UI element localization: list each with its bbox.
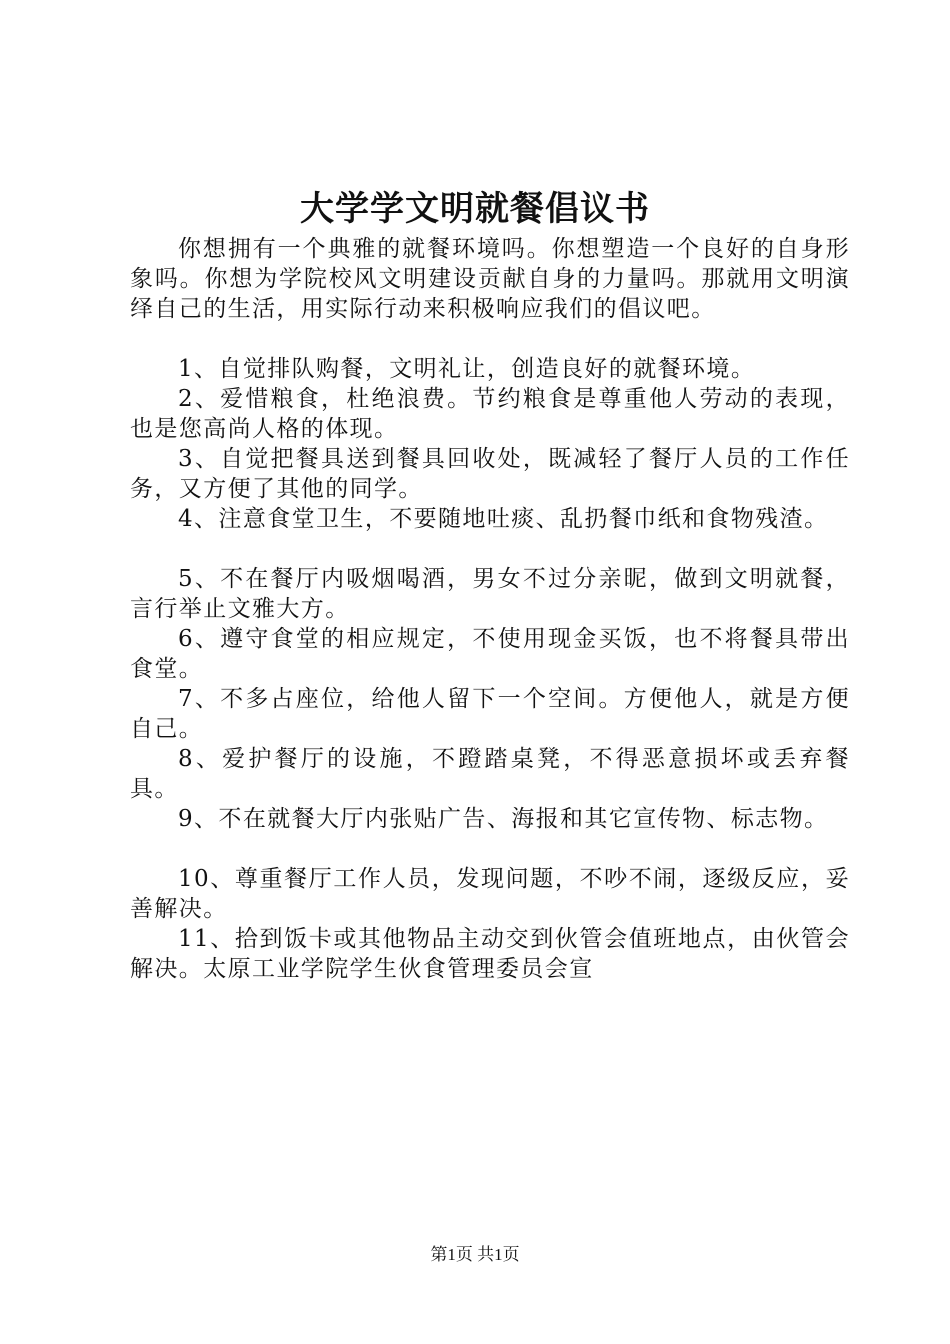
item-2: 2、爱惜粮食，杜绝浪费。节约粮食是尊重他人劳动的表现，也是您高尚人格的体现。 [130, 386, 850, 442]
item-10: 10、尊重餐厅工作人员，发现问题，不吵不闹，逐级反应，妥善解决。 [130, 866, 850, 922]
document-body [130, 234, 850, 984]
item-9: 9、不在就餐大厅内张贴广告、海报和其它宣传物、标志物。 [178, 806, 829, 832]
item-3: 3、自觉把餐具送到餐具回收处，既减轻了餐厅人员的工作任务，又方便了其他的同学。 [130, 446, 850, 502]
item-6: 6、遵守食堂的相应规定，不使用现金买饭，也不将餐具带出食堂。 [130, 626, 850, 682]
item-4: 4、注意食堂卫生，不要随地吐痰、乱扔餐巾纸和食物残渣。 [178, 506, 829, 532]
item-1: 1、自觉排队购餐，文明礼让，创造良好的就餐环境。 [178, 356, 756, 382]
item-7: 7、不多占座位，给他人留下一个空间。方便他人，就是方便自己。 [130, 686, 850, 742]
page-footer: 第1页 共1页 [430, 1245, 520, 1264]
document-title: 大学学文明就餐倡议书 [300, 189, 650, 229]
item-11: 11、拾到饭卡或其他物品主动交到伙管会值班地点，由伙管会解决。太原工业学院学生伙食管理委员会宣 [130, 926, 850, 982]
intro-paragraph: 你想拥有一个典雅的就餐环境吗。你想塑造一个良好的自身形象吗。你想为学院校风文明建设贡献自身的力量吗。那就用文明演绎自己的生活，用实际行动来积极响应我们的倡议吧。 [130, 236, 850, 322]
item-8: 8、爱护餐厅的设施，不蹬踏桌凳，不得恶意损坏或丢弃餐具。 [130, 746, 850, 802]
item-5: 5、不在餐厅内吸烟喝酒，男女不过分亲昵，做到文明就餐，言行举止文雅大方。 [130, 566, 850, 622]
